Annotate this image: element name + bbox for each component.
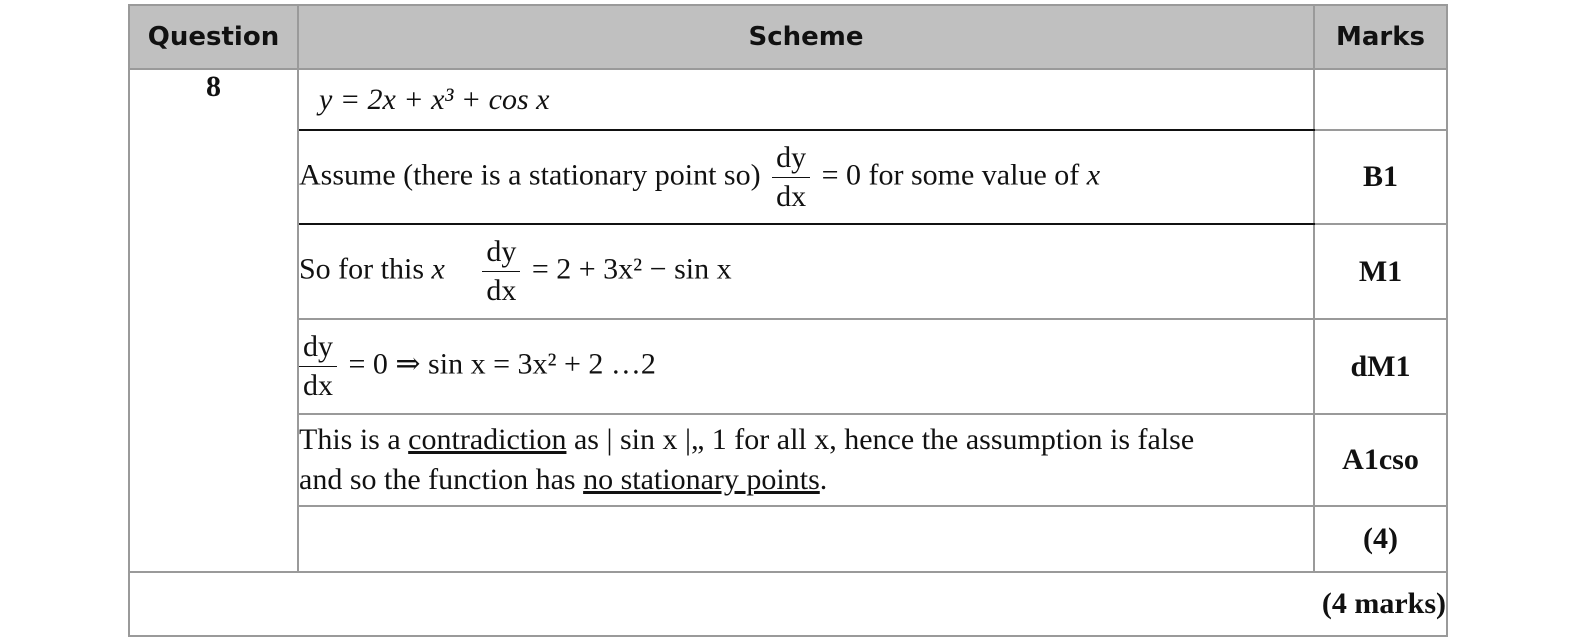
- scheme-row-1: [129, 69, 1447, 130]
- derivative-suffix: = 2 + 3x² − sin x: [531, 252, 732, 286]
- scheme-row-4: [129, 319, 1447, 414]
- derivative-prefix: So for this: [299, 252, 425, 286]
- conclusion-line-2: [299, 463, 1313, 497]
- equation-text: y = 2x + x³ + cos x: [319, 82, 550, 116]
- scheme-empty: [298, 506, 1314, 572]
- mark-scheme-table: [128, 4, 1448, 637]
- mark-3: M1: [1314, 224, 1447, 319]
- assumption-suffix: = 0 for some value of: [821, 157, 1080, 191]
- conclusion-text: as | sin x |„ 1 for all x, hence the assumption is false: [573, 423, 1195, 456]
- dy-dx-fraction: [482, 233, 520, 310]
- assumption-prefix: Assume (there is a stationary point so): [299, 157, 761, 191]
- header-question: Question: [129, 5, 298, 69]
- mark-1: [1314, 69, 1447, 130]
- scheme-row-6: [129, 506, 1447, 572]
- header-row: [129, 5, 1447, 69]
- scheme-conclusion: [298, 414, 1314, 506]
- scheme-assumption: [298, 130, 1314, 224]
- conclusion-line-1: [299, 423, 1194, 456]
- conclusion-text: This is a: [299, 423, 401, 456]
- derivative-var: x: [431, 252, 445, 286]
- scheme-solve: [298, 319, 1314, 414]
- conclusion-text: and so the function has: [299, 463, 576, 496]
- total-marks: (4 marks): [129, 572, 1447, 636]
- solve-suffix: = 0 ⇒ sin x = 3x² + 2 …2: [348, 347, 656, 381]
- assumption-var: x: [1086, 157, 1101, 191]
- scheme-row-5: [129, 414, 1447, 506]
- conclusion-text: .: [819, 463, 828, 496]
- scheme-derivative: [298, 224, 1314, 319]
- no-stationary-points-underlined: no stationary points: [583, 463, 820, 496]
- contradiction-underlined: contradiction: [408, 423, 567, 456]
- frac-den: dx: [303, 369, 333, 402]
- header-scheme: Scheme: [298, 5, 1314, 69]
- total-row: [129, 572, 1447, 636]
- mark-2: B1: [1314, 130, 1447, 224]
- mark-5: A1cso: [1314, 414, 1447, 506]
- frac-num: dy: [772, 139, 810, 178]
- header-marks: Marks: [1314, 5, 1447, 69]
- dy-dx-fraction: [772, 139, 810, 216]
- question-number: 8: [129, 69, 298, 572]
- frac-den: dx: [776, 179, 807, 213]
- mark-4: dM1: [1314, 319, 1447, 414]
- dy-dx-fraction: [299, 328, 337, 405]
- frac-den: dx: [486, 274, 517, 307]
- subtotal-mark: (4): [1314, 506, 1447, 572]
- scheme-row-2: [129, 130, 1447, 224]
- scheme-equation: [298, 69, 1314, 130]
- scheme-row-3: [129, 224, 1447, 319]
- frac-num: dy: [299, 328, 337, 367]
- frac-num: dy: [482, 233, 520, 272]
